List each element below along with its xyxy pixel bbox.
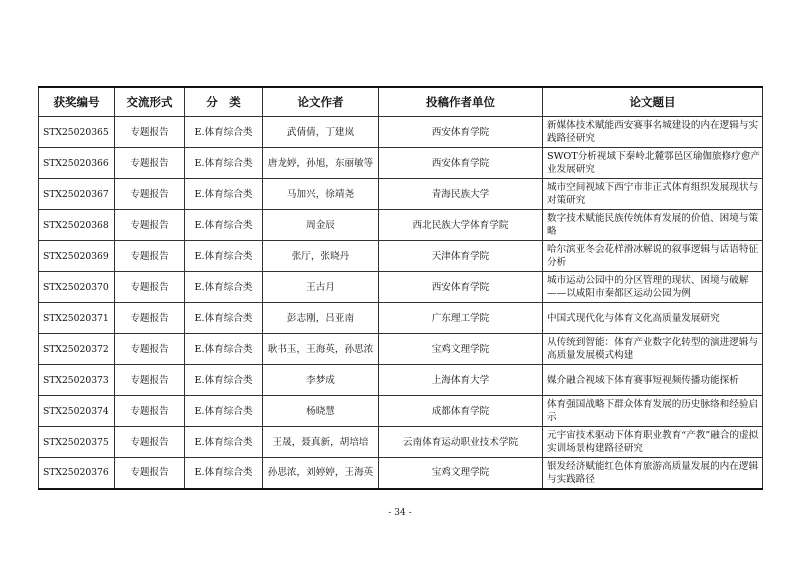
authors-cell: 耿书玉，王海英，孙思浓 [263,334,379,365]
award-id-cell: STX25020371 [39,303,115,334]
category-cell: E.体育综合类 [185,148,263,179]
form-cell: 专题报告 [115,334,185,365]
header-row [39,87,763,117]
title-cell: 银发经济赋能红色体育旅游高质量发展的内在逻辑与实践路径 [543,458,763,489]
title-cell: 体育强国战略下群众体育发展的历史脉络和经验启示 [543,396,763,427]
authors-cell: 孙思浓，刘婷婷，王海英 [263,458,379,489]
title-cell: 元宇宙技术驱动下体育职业教育“产教”融合的虚拟实训场景构建路径研究 [543,427,763,458]
unit-cell: 天津体育学院 [379,241,543,272]
authors-cell: 周金辰 [263,210,379,241]
award-id-cell: STX25020375 [39,427,115,458]
title-cell: 中国式现代化与体育文化高质量发展研究 [543,303,763,334]
title-cell: 城市运动公园中的分区管理的现状、困境与破解——以咸阳市秦都区运动公园为例 [543,272,763,303]
unit-cell: 青海民族大学 [379,179,543,210]
title-cell: 新媒体技术赋能西安赛事名城建设的内在逻辑与实践路径研究 [543,117,763,148]
award-table [38,86,763,490]
table-row [39,458,763,489]
title-cell: SWOT分析视域下秦岭北麓鄠邑区瑜伽旅修疗愈产业发展研究 [543,148,763,179]
unit-cell: 西安体育学院 [379,272,543,303]
authors-cell: 王晟，聂真新，胡培培 [263,427,379,458]
header-category: 分 类 [185,87,263,117]
authors-cell: 彭志刚，吕亚南 [263,303,379,334]
category-cell: E.体育综合类 [185,396,263,427]
table-row [39,179,763,210]
form-cell: 专题报告 [115,117,185,148]
award-id-cell: STX25020367 [39,179,115,210]
authors-cell: 马加兴，徐靖尧 [263,179,379,210]
unit-cell: 西安体育学院 [379,117,543,148]
award-id-cell: STX25020368 [39,210,115,241]
table-row [39,272,763,303]
unit-cell: 广东理工学院 [379,303,543,334]
category-cell: E.体育综合类 [185,117,263,148]
category-cell: E.体育综合类 [185,427,263,458]
table-header [39,87,763,117]
authors-cell: 武倩倩，丁建岚 [263,117,379,148]
authors-cell: 杨晓慧 [263,396,379,427]
table-row [39,396,763,427]
form-cell: 专题报告 [115,458,185,489]
table-row [39,334,763,365]
header-form: 交流形式 [115,87,185,117]
table-row [39,241,763,272]
title-cell: 从传统到智能：体育产业数字化转型的演进逻辑与高质量发展模式构建 [543,334,763,365]
award-id-cell: STX25020369 [39,241,115,272]
unit-cell: 宝鸡文理学院 [379,334,543,365]
title-cell: 哈尔滨亚冬会花样滑冰解说的叙事逻辑与话语特征分析 [543,241,763,272]
award-id-cell: STX25020373 [39,365,115,396]
title-cell: 媒介融合视域下体育赛事短视频传播功能探析 [543,365,763,396]
header-award-id: 获奖编号 [39,87,115,117]
form-cell: 专题报告 [115,272,185,303]
authors-cell: 王古月 [263,272,379,303]
form-cell: 专题报告 [115,396,185,427]
form-cell: 专题报告 [115,210,185,241]
unit-cell: 成都体育学院 [379,396,543,427]
unit-cell: 西安体育学院 [379,148,543,179]
award-id-cell: STX25020374 [39,396,115,427]
category-cell: E.体育综合类 [185,458,263,489]
table-body [39,117,763,489]
table-row [39,303,763,334]
authors-cell: 张厅，张晓丹 [263,241,379,272]
header-authors: 论文作者 [263,87,379,117]
unit-cell: 宝鸡文理学院 [379,458,543,489]
header-unit: 投稿作者单位 [379,87,543,117]
authors-cell: 唐龙婷，孙旭，东丽敏等 [263,148,379,179]
table-row [39,365,763,396]
table-row [39,117,763,148]
unit-cell: 西北民族大学体育学院 [379,210,543,241]
form-cell: 专题报告 [115,303,185,334]
form-cell: 专题报告 [115,148,185,179]
category-cell: E.体育综合类 [185,210,263,241]
table-row [39,148,763,179]
category-cell: E.体育综合类 [185,241,263,272]
award-id-cell: STX25020376 [39,458,115,489]
form-cell: 专题报告 [115,179,185,210]
title-cell: 城市空间视域下西宁市非正式体育组织发展现状与对策研究 [543,179,763,210]
table-row [39,427,763,458]
award-id-cell: STX25020366 [39,148,115,179]
header-title: 论文题目 [543,87,763,117]
page-number: - 34 - [388,508,412,518]
category-cell: E.体育综合类 [185,179,263,210]
award-id-cell: STX25020372 [39,334,115,365]
category-cell: E.体育综合类 [185,365,263,396]
category-cell: E.体育综合类 [185,303,263,334]
title-cell: 数字技术赋能民族传统体育发展的价值、困境与策略 [543,210,763,241]
category-cell: E.体育综合类 [185,334,263,365]
form-cell: 专题报告 [115,365,185,396]
category-cell: E.体育综合类 [185,272,263,303]
unit-cell: 云南体育运动职业技术学院 [379,427,543,458]
form-cell: 专题报告 [115,427,185,458]
table-row [39,210,763,241]
award-id-cell: STX25020370 [39,272,115,303]
authors-cell: 李梦成 [263,365,379,396]
unit-cell: 上海体育大学 [379,365,543,396]
form-cell: 专题报告 [115,241,185,272]
award-id-cell: STX25020365 [39,117,115,148]
